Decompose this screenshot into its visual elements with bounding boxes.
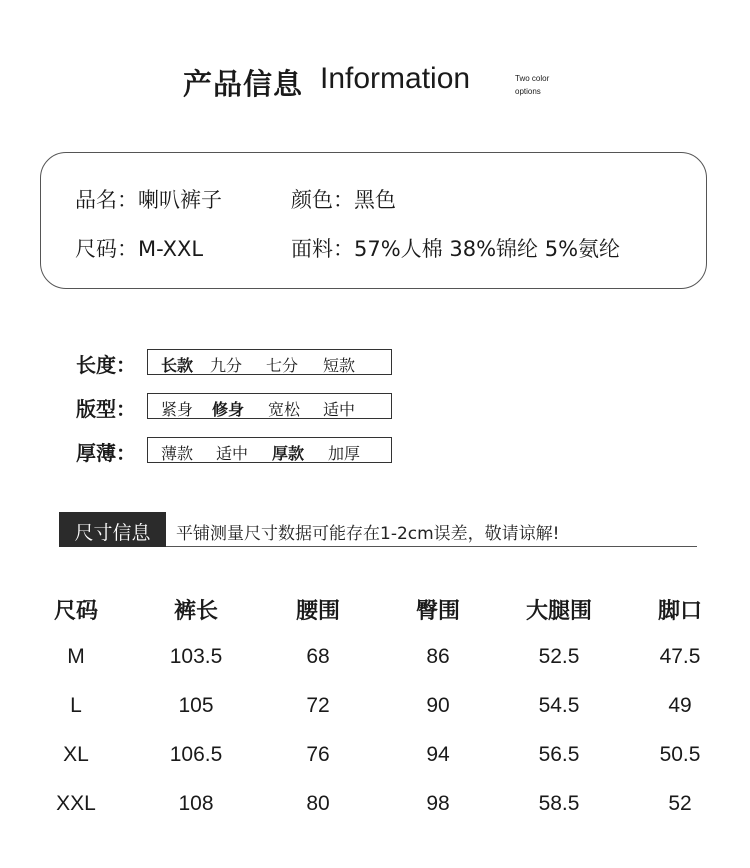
size-table-cell: 47.5 [659, 645, 701, 668]
page-subtitle: Two color options [515, 74, 550, 96]
option-item: 长款 [161, 356, 194, 375]
size-table-cell: 56.5 [538, 743, 580, 766]
page-title-cn: 产品信息 [183, 67, 304, 101]
option-box [147, 349, 392, 375]
size-table-cell: XL [63, 743, 89, 766]
size-table-cell: 50.5 [659, 743, 701, 766]
size-section-title: 尺寸信息 [74, 522, 151, 544]
size-section-header [59, 512, 166, 547]
size-table-header-cell: 腰围 [295, 599, 340, 624]
option-item: 九分 [210, 356, 243, 375]
size-table-cell: 86 [426, 645, 450, 668]
size-table-cell: 72 [306, 694, 330, 717]
size-section-note: 平铺测量尺寸数据可能存在1-2cm误差，敬请谅解! [176, 524, 560, 544]
size-table-cell: 94 [426, 743, 450, 766]
option-box [147, 393, 392, 419]
size-table-cell: 103.5 [169, 645, 223, 668]
product-name-value: 喇叭裤子 [138, 188, 222, 212]
option-item: 修身 [212, 400, 245, 419]
product-name-row [75, 184, 222, 214]
option-item: 加厚 [328, 444, 361, 463]
page-header [0, 62, 750, 106]
size-section-divider [166, 546, 697, 547]
product-name-label: 品名： [75, 188, 138, 212]
size-table-cell: 106.5 [169, 743, 223, 766]
size-table-cell: XXL [56, 792, 96, 815]
size-table-header-cell: 脚口 [657, 599, 702, 624]
size-table-cell: 105 [178, 694, 214, 717]
product-size-row [75, 233, 203, 263]
size-table-cell: 98 [426, 792, 450, 815]
size-table-cell: 52.5 [538, 645, 580, 668]
option-item: 短款 [323, 356, 356, 375]
product-size-label: 尺码： [75, 237, 138, 261]
page-title-en: Information [320, 62, 471, 95]
size-table-cell: 52 [668, 792, 692, 815]
size-table-cell: 108 [178, 792, 214, 815]
size-table-cell: 58.5 [538, 792, 580, 815]
option-box [147, 437, 392, 463]
size-table-cell: 49 [668, 694, 692, 717]
product-material-row [291, 233, 620, 263]
option-label: 版型： [76, 397, 136, 421]
product-color-label: 颜色： [291, 188, 354, 212]
product-size-value: M-XXL [138, 237, 204, 261]
size-table-header-cell: 裤长 [173, 599, 218, 624]
size-table-header-cell: 臀围 [415, 599, 460, 624]
size-table-cell: 54.5 [538, 694, 580, 717]
size-table-cell: M [67, 645, 85, 668]
option-item: 薄款 [161, 444, 194, 463]
option-item: 七分 [266, 356, 299, 375]
option-item: 适中 [323, 400, 356, 419]
product-info-box [40, 152, 707, 289]
product-material-value: 57%人棉 38%锦纶 5%氨纶 [354, 237, 621, 261]
option-item: 厚款 [272, 444, 305, 463]
option-item: 紧身 [161, 400, 194, 419]
size-table-cell: 68 [306, 645, 330, 668]
option-item: 适中 [216, 444, 249, 463]
option-label: 厚薄： [76, 441, 136, 465]
size-table-cell: 76 [306, 743, 330, 766]
option-item: 宽松 [268, 400, 301, 419]
product-color-row [291, 184, 396, 214]
size-table-cell: L [70, 694, 82, 717]
product-material-label: 面料： [291, 237, 354, 261]
size-table-header-cell: 尺码 [53, 599, 98, 624]
size-table-cell: 80 [306, 792, 330, 815]
size-table-header-cell: 大腿围 [525, 599, 592, 624]
product-color-value: 黑色 [354, 188, 396, 212]
option-label: 长度： [76, 353, 136, 377]
size-table-cell: 90 [426, 694, 450, 717]
